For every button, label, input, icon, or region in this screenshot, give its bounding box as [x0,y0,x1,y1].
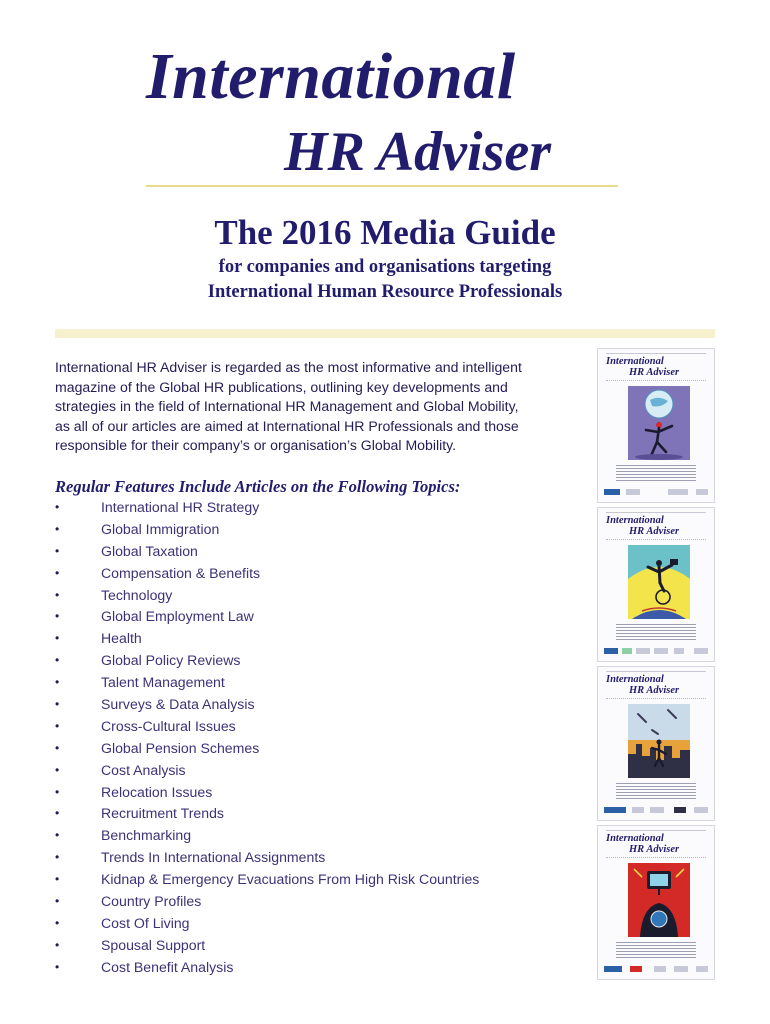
bullet-icon: • [55,937,60,952]
cover-sponsor-logos [604,488,708,497]
media-guide-title: The 2016 Media Guide [214,213,556,252]
topic-label: Surveys & Data Analysis [101,696,255,713]
topic-label: Recruitment Trends [101,805,224,822]
topic-label: Benchmarking [101,827,192,844]
topic-label: Cross-Cultural Issues [101,717,236,734]
magazine-cover-3 [597,666,715,821]
bullet-icon: • [55,959,60,974]
cover-title-line2: HR Adviser [629,367,680,378]
globe-dancer-illustration [628,386,690,460]
cover-tagline-rule [606,698,706,701]
cover-title-line2: HR Adviser [629,844,680,855]
magazine-cover-2 [597,507,715,662]
bullet-icon: • [55,653,60,668]
topic-label: Technology [101,586,173,603]
cover-title-line2: HR Adviser [629,685,680,696]
bullet-icon: • [55,828,60,843]
city-skyline-travellers-illustration [628,704,690,778]
cover-sponsor-logos [604,806,708,815]
brand-title-line1: International [146,40,516,113]
bullet-icon: • [55,718,60,733]
bullet-icon: • [55,915,60,930]
bullet-icon: • [55,740,60,755]
bullet-icon: • [55,675,60,690]
topic-label: Relocation Issues [101,783,213,800]
bullet-icon: • [55,872,60,887]
title-underline [146,185,618,187]
bullet-icon: • [55,565,60,580]
bullet-icon: • [55,697,60,712]
bullet-icon: • [55,521,60,536]
bullet-icon: • [55,784,60,799]
features-heading: Regular Features Include Articles on the Following Topics: [55,477,461,496]
guide-subtitle-line1: for companies and organisations targeting [218,257,552,277]
bullet-icon: • [55,894,60,909]
guide-subtitle-line2: International Human Resource Professionals [207,282,563,302]
cover-title-line1: International [606,356,664,367]
topic-label: Global Immigration [101,520,220,537]
topic-label: Cost Analysis [101,761,186,778]
topic-label: Global Policy Reviews [101,652,241,669]
cover-title-line2: HR Adviser [629,526,680,537]
topic-label: Global Employment Law [101,608,254,625]
intro-line: as all of our articles are aimed at International HR Professionals and those [55,417,519,434]
unicyclist-illustration [628,545,690,619]
cover-title-line1: International [606,515,664,526]
cover-tagline-rule [606,380,706,383]
cover-sponsor-logos [604,965,708,974]
topic-label: Compensation & Benefits [101,564,261,581]
intro-paragraph [55,358,535,456]
bullet-icon: • [55,762,60,777]
topic-label: Trends In International Assignments [101,849,326,866]
topic-label: Talent Management [101,674,225,691]
cover-title-line1: International [606,674,664,685]
cover-headlines [610,940,702,960]
divider-band [55,329,715,338]
intro-line: strategies in the field of International HR Management and Global Mobility, [55,398,519,415]
topic-label: Kidnap & Emergency Evacuations From High Risk Countries [101,871,480,888]
cover-tagline-rule [606,539,706,542]
bullet-icon: • [55,631,60,646]
cover-sponsor-logos [604,647,708,656]
magazine-cover-1 [597,348,715,503]
bullet-icon: • [55,543,60,558]
cover-title-line1: International [606,833,664,844]
cover-tagline-rule [606,857,706,860]
topic-label: Health [101,630,142,647]
tv-head-figure-illustration [628,863,690,937]
intro-line: magazine of the Global HR publications, outlining key developments and [55,378,508,395]
topic-label: Global Taxation [101,542,198,559]
bullet-icon: • [55,850,60,865]
intro-line: responsible for their company’s or organisation’s Global Mobility. [55,437,457,454]
brand-title-line2: HR Adviser [284,121,552,183]
intro-line: International HR Adviser is regarded as the most informative and intelligent [55,359,522,375]
cover-headlines [610,781,702,801]
topic-label: Cost Of Living [101,914,190,931]
bullet-icon: • [55,806,60,821]
topic-label: Spousal Support [101,936,206,953]
bullet-icon: • [55,500,60,514]
magazine-cover-4 [597,825,715,980]
cover-headlines [610,463,702,483]
topic-label: Country Profiles [101,893,202,910]
topic-label: Cost Benefit Analysis [101,958,234,975]
topic-label: International HR Strategy [101,499,260,515]
bullet-icon: • [55,609,60,624]
bullet-icon: • [55,587,60,602]
cover-headlines [610,622,702,642]
topic-label: Global Pension Schemes [101,739,260,756]
